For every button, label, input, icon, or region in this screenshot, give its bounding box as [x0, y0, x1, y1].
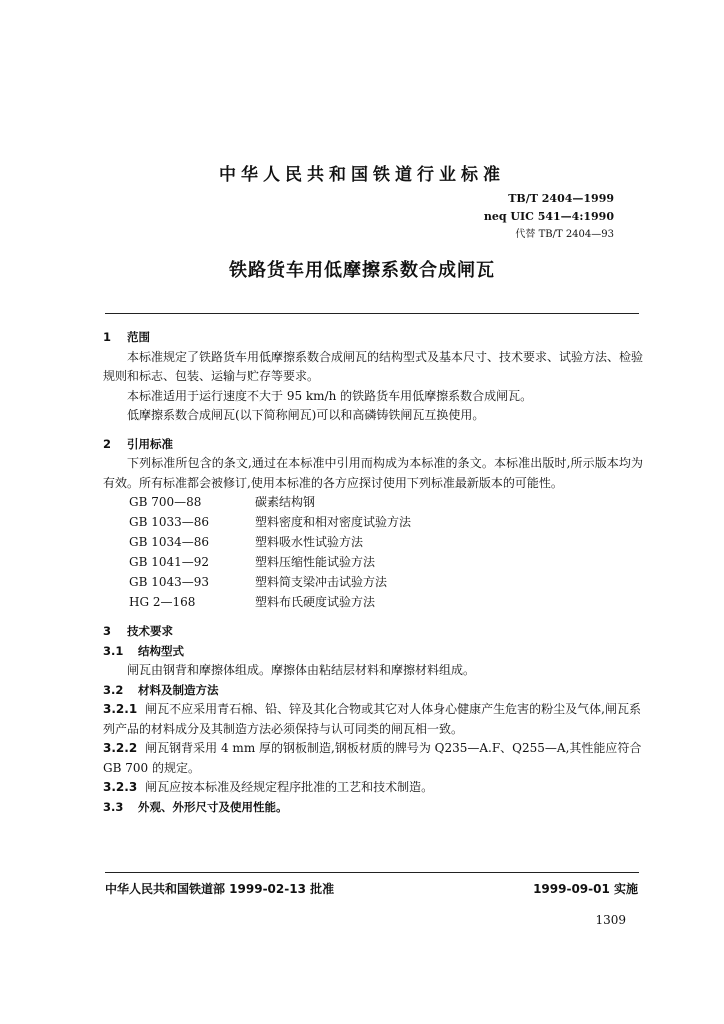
header-divider: [105, 313, 639, 314]
paragraph: 本标准规定了铁路货车用低摩擦系数合成闸瓦的结构型式及基本尺寸、技术要求、试验方法、检验规则和标志、包装、运输与贮存等要求。: [103, 349, 644, 383]
reference-name: 塑料吸水性试验方法: [255, 535, 364, 549]
reference-name: 塑料压缩性能试验方法: [255, 555, 376, 569]
standard-code: TB/T 2404—1999: [508, 192, 614, 205]
footer-divider: [105, 872, 639, 873]
reference-name: 塑料布氏硬度试验方法: [255, 595, 376, 609]
reference-code: HG 2—168: [129, 595, 196, 609]
subsection-heading-3-3: 3.3 外观、外形尺寸及使用性能。: [103, 799, 288, 814]
approval-statement: 中华人民共和国铁道部 1999-02-13 批准: [105, 882, 335, 896]
clause-3-2-3: 3.2.3 闸瓦应按本标准及经规定程序批准的工艺和技术制造。: [103, 780, 434, 794]
section-heading-1: 1 范围: [103, 330, 150, 344]
reference-row: [129, 513, 411, 533]
reference-code: GB 1033—86: [129, 515, 210, 529]
standard-type: 中华人民共和国铁道行业标准: [219, 165, 505, 185]
section-heading-3: 3 技术要求: [103, 624, 173, 638]
paragraph: 下列标准所包含的条文,通过在本标准中引用而构成为本标准的条文。本标准出版时,所示版本均为有效。所有标准都会被修订,使用本标准的各方应探讨使用下列标准最新版本的可能性。: [103, 456, 643, 490]
reference-row: [129, 553, 411, 573]
paragraph: 低摩擦系数合成闸瓦(以下简称闸瓦)可以和高磷铸铁闸瓦互换使用。: [127, 408, 485, 422]
subsection-heading-3-2: 3.2 材料及制造方法: [103, 682, 219, 697]
reference-code: GB 1043—93: [129, 575, 210, 589]
paragraph: 闸瓦由钢背和摩擦体组成。摩擦体由粘结层材料和摩擦材料组成。: [127, 663, 476, 677]
replaces-standard: 代替 TB/T 2404—93: [515, 229, 614, 240]
standard-code-block: [484, 190, 614, 244]
section-heading-2: 2 引用标准: [103, 436, 173, 451]
reference-code: GB 1041—92: [129, 555, 210, 569]
implementation-date: 1999-09-01 实施: [533, 882, 638, 896]
reference-row: [129, 573, 411, 593]
document-body: [103, 328, 643, 817]
clause-3-2-1: 3.2.1 闸瓦不应采用青石棉、铅、锌及其化合物或其它对人体身心健康产生危害的粉尘及气体,闸瓦系列产品的材料成分及其制造方法必须保持与认可同类的闸瓦相一致。: [103, 702, 641, 736]
reference-name: 碳素结构钢: [255, 495, 316, 509]
reference-code: GB 1034—86: [129, 535, 210, 549]
equivalent-standard: neq UIC 541—4:1990: [483, 210, 614, 223]
reference-name: 塑料简支梁冲击试验方法: [255, 575, 388, 589]
subsection-heading-3-1: 3.1 结构型式: [103, 643, 184, 658]
clause-3-2-2: 3.2.2 闸瓦钢背采用 4 mm 厚的钢板制造,钢板材质的牌号为 Q235—A.F、Q255—A,其性能应符合 GB 700 的规定。: [103, 741, 642, 775]
reference-row: [129, 493, 411, 513]
reference-code: GB 700—88: [129, 495, 202, 509]
document-title: 铁路货车用低摩擦系数合成闸瓦: [229, 260, 495, 281]
page-number: 1309: [595, 913, 626, 927]
paragraph: 本标准适用于运行速度不大于 95 km/h 的铁路货车用低摩擦系数合成闸瓦。: [127, 388, 533, 403]
reference-row: [129, 533, 411, 553]
reference-row: [129, 593, 411, 613]
reference-list: [129, 493, 411, 613]
reference-name: 塑料密度和相对密度试验方法: [255, 515, 412, 529]
